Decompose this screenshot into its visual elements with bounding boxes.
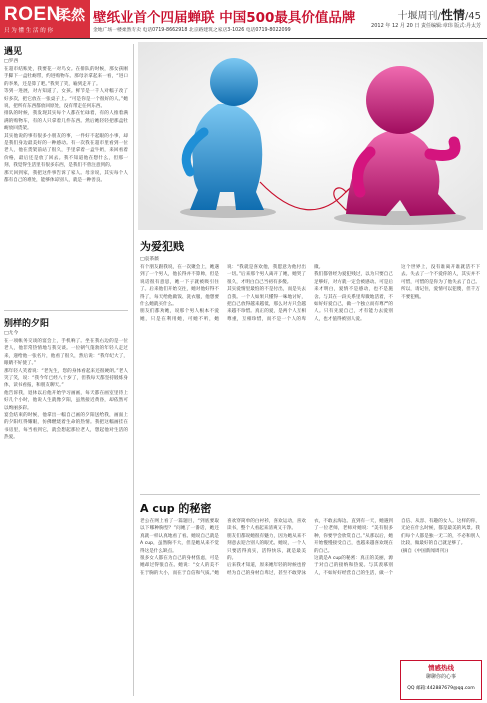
hotline-title: 情感热线 xyxy=(428,664,454,672)
middle-divider xyxy=(140,494,480,495)
figures-illustration xyxy=(138,42,483,230)
masthead-prefix: 十堰周刊 xyxy=(397,11,438,22)
column-rule-vertical xyxy=(133,44,134,696)
masthead xyxy=(398,4,481,23)
ad-headline: 壁纸业首个四届蝉联 中国500最具价值品牌 xyxy=(93,10,356,26)
article-encounter xyxy=(4,44,128,304)
article-acup-title: A cup 的秘密 xyxy=(140,502,212,515)
article-sunset-byline: □尤今 xyxy=(4,331,19,336)
roen-logo xyxy=(0,0,90,38)
emotion-hotline-box xyxy=(400,660,482,700)
article-sunset-title: 别样的夕阳 xyxy=(4,319,50,329)
article-love xyxy=(140,238,480,490)
article-love-byline: □袁茶薇 xyxy=(140,257,159,262)
logo-tagline: 只 为 懂 生 活 的 你 xyxy=(4,28,53,34)
article-encounter-title: 遇见 xyxy=(4,47,23,57)
logo-cn-text: 柔然 xyxy=(57,8,85,24)
article-encounter-body: 在超市结账处，我要花一对鸟女。在排队的时候，那女孩刚手脚下一盒牡蛎带，约进购物车。那母亲拿起来一看，“进口的李果，还是算了吧。”我突了笑，喻到走开了。 等到一进展，对方知道了，女孩。鲜节是一千人对幅子改了好多次，把它放在一张桌子上。“可是你是一个很好的人。”她说，把所有东西都放回原处，没有带走任何东西。 排队的时候，我发现其实每个人都在忙碌着，有的人推着满满的购物车，有的人只拿着几件东西。然后她轻轻把那盒牡蛎放回货架。 其实他说的事有很多小朋友的事，一件好不起眼的小事，却是我们身边最美好的一种感动。有一次我在超市里看到一位老人，他在货架前站了很久，手里拿着一盒牛奶，来回看着价格，最后还是放了回去。我不知道他在想什么，但那一刻，我觉得生活里有很多东西，是我们不曾注意到的。 那天回到家，我把这件事告诉了家人。母亲说，其实每个人都有自己的难处，能够体谅别人，就是一种善良。 xyxy=(4,67,128,184)
article-acup-body: 老公在网上看了一篇题目，“到底要取以下哪种胸型？”问她了一番话，她还真就一样认真地看了看。她说自己就是A cup，虽然胸不大，但是她从来不觉得这是什么缺点。 很多女人都在为自己的身材焦虑，可是她却过得很自在。她说：“女人的美不在于胸的大小，而在于自信和气质。”她喜欢穿简单的白衬衫，喜欢运动，喜欢读书，整个人看起来清爽又干净。 朋友们都说她很有魅力，因为她从来不刻意去迎合别人的眼光。她说，一个人只要活得真实，活得快乐，就是最美的。 后来我才知道，原来她年轻的时候也曾经为自己的身材自卑过，甚至不敢穿泳衣，不敢去海边。直到有一天，她遇到了一位老师，老师对她说：“美有很多种，你要学会欣赏自己。”从那以后，她开始慢慢接受自己，也越来越喜欢现在的自己。 这就是A cup的秘密：真正的美丽，源于对自己的接纳和热爱。与其羡慕别人，不如好好经营自己的生活，做一个自信、从容、有趣的女人。这样的你，无论在什么时候，都是最美的风景。我们每个人都是独一无二的，不必和别人比较，做最好的自己就足够了。 (摘自《中国新闻周刊》) xyxy=(140,519,480,576)
article-sunset-body: 在一项帐务交谈的宴会上，手机响了。坐在我右边的是一位老人，他非常热情地与我交谈。一位朝气蓬勃的年轻人走过来，递给他一张名片，他看了很久，然后说：“我年纪大了，眼睛不好使了。” 那年轻人笑着说：“老先生，您的身体看起来还很硬朗。”老人笑了笑，说：“我今年已经八十岁了，但我每天都坚持锻炼身体，读书看报，和朋友聊天。” 他告诉我，退休以后他开始学习画画，每天都在画室里待上好几个小时，他说人生就像夕阳，虽然接近黄昏，却依然可以绚丽多彩。 宴会结束的时候，他拿出一幅自己画的夕阳送给我，画面上的夕阳红得耀眼，仿佛燃烧着生命的热情。我把这幅画挂在书房里，每当看到它，就会想起那位老人，想起他对生活的热爱。 xyxy=(4,339,128,441)
article-love-body: 有个朋友跟我说，在一次聚会上，她遇到了一个男人，他长得并不算帅，但是说话很有意思，她一下子就被吸引住了。后来他们开始交往，她对他好得不得了，每天给他做饭、洗衣服，他想要什么她就买什么。 朋友们都劝她，说那个男人根本不爱她，只是在利用她，可她不听，她说：“我就是喜欢他，我愿意为他付出一切。”后来那个男人离开了她，她哭了很久，才明白自己当初有多傻。 其实爱情里最怕的不是付出，而是失去自我。一个人如果只懂得一味地讨好，把自己放得越来越低，那么对方只会越来越不珍惜。真正的爱，是两个人互相尊重，互相珍惜，而不是一个人的卑微。 我们都曾经为爱犯贱过，以为只要自己足够好，对方就一定会被感动。可是后来才明白，爱情不是感动，也不是施舍。与其在一段关系里卑微地活着，不如好好爱自己，做一个独立而有尊严的人。只有先爱自己，才有能力去爱别人，也才值得被别人爱。 这个世界上，没有谁离开谁就活不下去。失去了一个不爱你的人，其实并不可惜，可惜的是你为了他失去了自己。所以，请记住，爱情可以犯傻，但千万不要犯贱。 xyxy=(140,265,480,322)
dateline: 2012 年 12 月 20 日 责任编辑:章玮 版式:丹太芳 xyxy=(371,23,481,29)
logo-roen-text: ROEN xyxy=(4,4,61,25)
header-ad-banner xyxy=(0,0,356,38)
header-rule xyxy=(0,38,487,39)
masthead-slash: / xyxy=(437,11,441,22)
hotline-qq: QQ 邮箱:442887679@qq.com xyxy=(407,686,475,691)
hotline-subtitle: 聊聊你的心事 xyxy=(425,674,456,680)
article-encounter-byline: □罗西 xyxy=(4,59,19,64)
article-love-title: 为爱犯贱 xyxy=(140,240,184,253)
masthead-section: 性情 xyxy=(440,8,465,22)
page-number: /45 xyxy=(464,11,481,22)
article-sunset xyxy=(4,316,128,696)
ad-address: 金地广场一楼柔然专卖 电话0719-8662918 北京路建筑之家店3-1026 电话0719-8022099 xyxy=(93,28,291,33)
left-col-divider xyxy=(4,310,128,311)
illustration xyxy=(138,42,483,230)
